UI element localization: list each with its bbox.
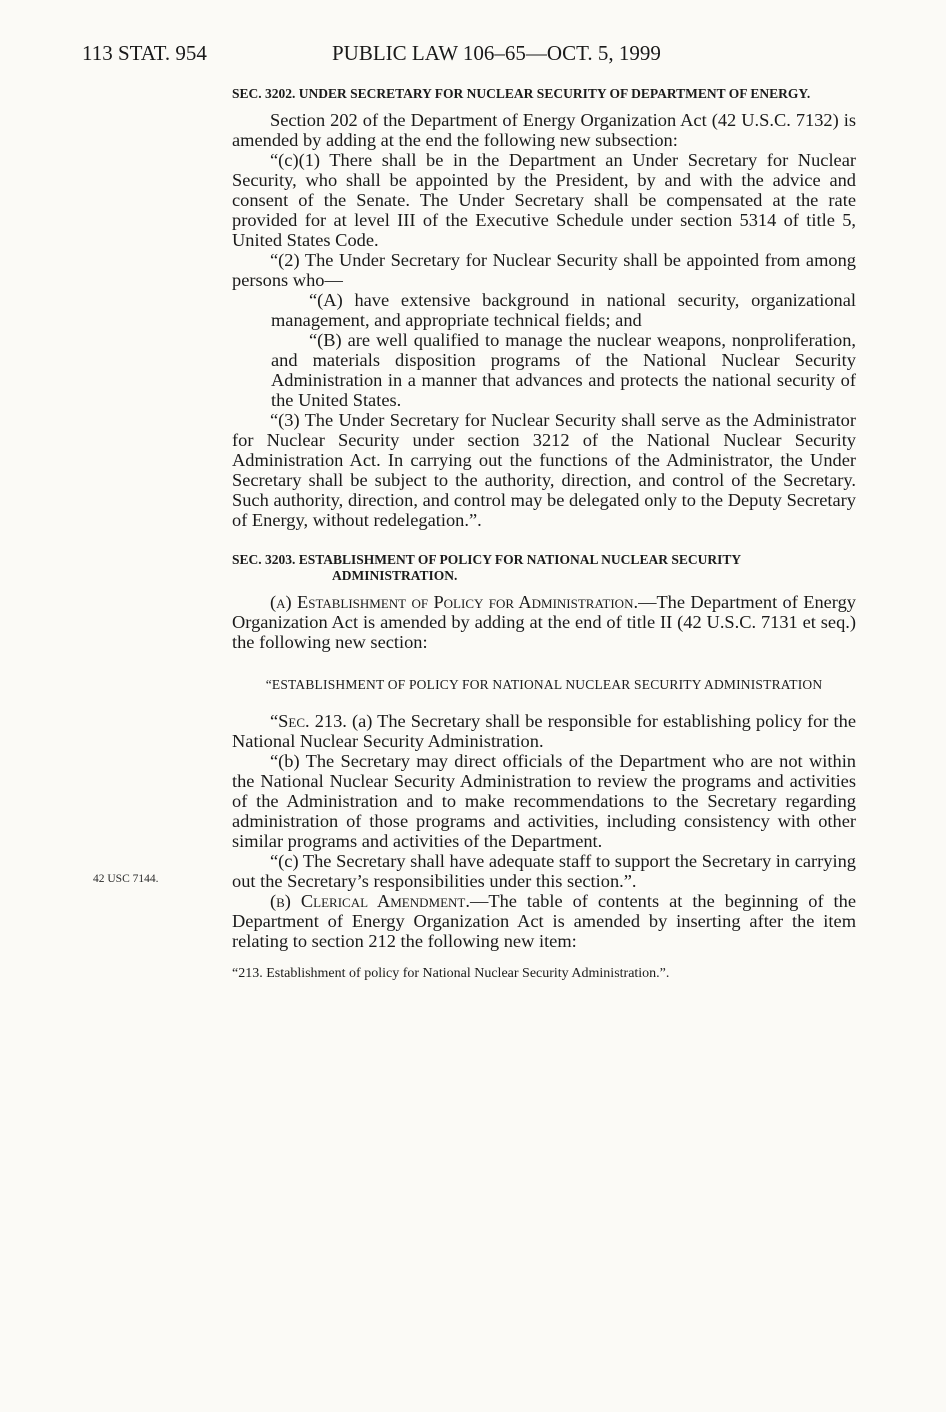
subsection-a-label: (a) Establishment of Policy for Administration.: [270, 592, 639, 612]
subsection-c3: “(3) The Under Secretary for Nuclear Security shall serve as the Administrator for Nuclear Security under section 3212 of the National Nuclear Security Administration Act. In carrying out the functions of the Administrator, the Under Secretary shall be subject to the authority, direction, and control of the Secretary. Such authority, direction, and control may be delegated only to the Deputy Secretary of Energy, without redelegation.”.: [232, 410, 856, 530]
public-law-reference: PUBLIC LAW 106–65—OCT. 5, 1999: [332, 41, 661, 65]
clause-2a: “(A) have extensive background in national security, organizational management, and appropriate technical fields; and: [271, 290, 856, 330]
subsection-b: [232, 891, 856, 951]
section-213-b: “(b) The Secretary may direct officials of the Department who are not within the National Nuclear Security Administration to review the programs and activities of the Administration and to make recommendations to the Secretary regarding administration of those programs and activities, including consistency with other similar programs and activities of the Department.: [232, 751, 856, 851]
toc-item-213: “213. Establishment of policy for National Nuclear Security Administration.”.: [232, 966, 670, 981]
subsection-c1: “(c)(1) There shall be in the Department an Under Secretary for Nuclear Security, who shall be appointed by the President, by and with the advice and consent of the Senate. The Under Secretary shall be compensated at the rate provided for at level III of the Executive Schedule under section 5314 of title 5, United States Code.: [232, 150, 856, 250]
inserted-section-title: “ESTABLISHMENT OF POLICY FOR NATIONAL NUCLEAR SECURITY ADMINISTRATION: [265, 677, 823, 692]
section-213-c: “(c) The Secretary shall have adequate staff to support the Secretary in carrying out the Secretary’s responsibilities under this section.”.: [232, 851, 856, 891]
section-213-label: “Sec. 213.: [270, 711, 347, 731]
clause-2b: “(B) are well qualified to manage the nuclear weapons, nonproliferation, and materials disposition programs of the National Nuclear Security Administration in a manner that advances and protects the national security of the United States.: [271, 330, 856, 410]
margin-note-usc: 42 USC 7144.: [93, 873, 159, 885]
subsection-b-text: —The table of contents at the beginning of the Department of Energy Organization Act is amended by inserting after the item relating to section 212 the following new item:: [232, 891, 856, 951]
subsection-c2: “(2) The Under Secretary for Nuclear Security shall be appointed from among persons who—: [232, 250, 856, 290]
section-3202-intro: Section 202 of the Department of Energy Organization Act (42 U.S.C. 7132) is amended by adding at the end the following new subsection:: [232, 110, 856, 150]
section-3202-heading: SEC. 3202. UNDER SECRETARY FOR NUCLEAR SECURITY OF DEPARTMENT OF ENERGY.: [232, 86, 811, 101]
main-text-column: [232, 86, 856, 983]
subsection-a: [232, 592, 856, 652]
stat-reference: 113 STAT. 954: [82, 41, 207, 65]
section-213-a-text: (a) The Secretary shall be responsible for establishing policy for the National Nuclear Security Administration.: [232, 711, 856, 751]
section-213-a: [232, 711, 856, 751]
section-3203-heading: SEC. 3203. ESTABLISHMENT OF POLICY FOR NATIONAL NUCLEAR SECURITY ADMINISTRATION.: [232, 552, 741, 583]
subsection-b-label: (b) Clerical Amendment.: [270, 891, 470, 911]
subsection-a-text: —The Department of Energy Organization Act is amended by adding at the end of title II (42 U.S.C. 7131 et seq.) the following new section:: [232, 592, 856, 652]
